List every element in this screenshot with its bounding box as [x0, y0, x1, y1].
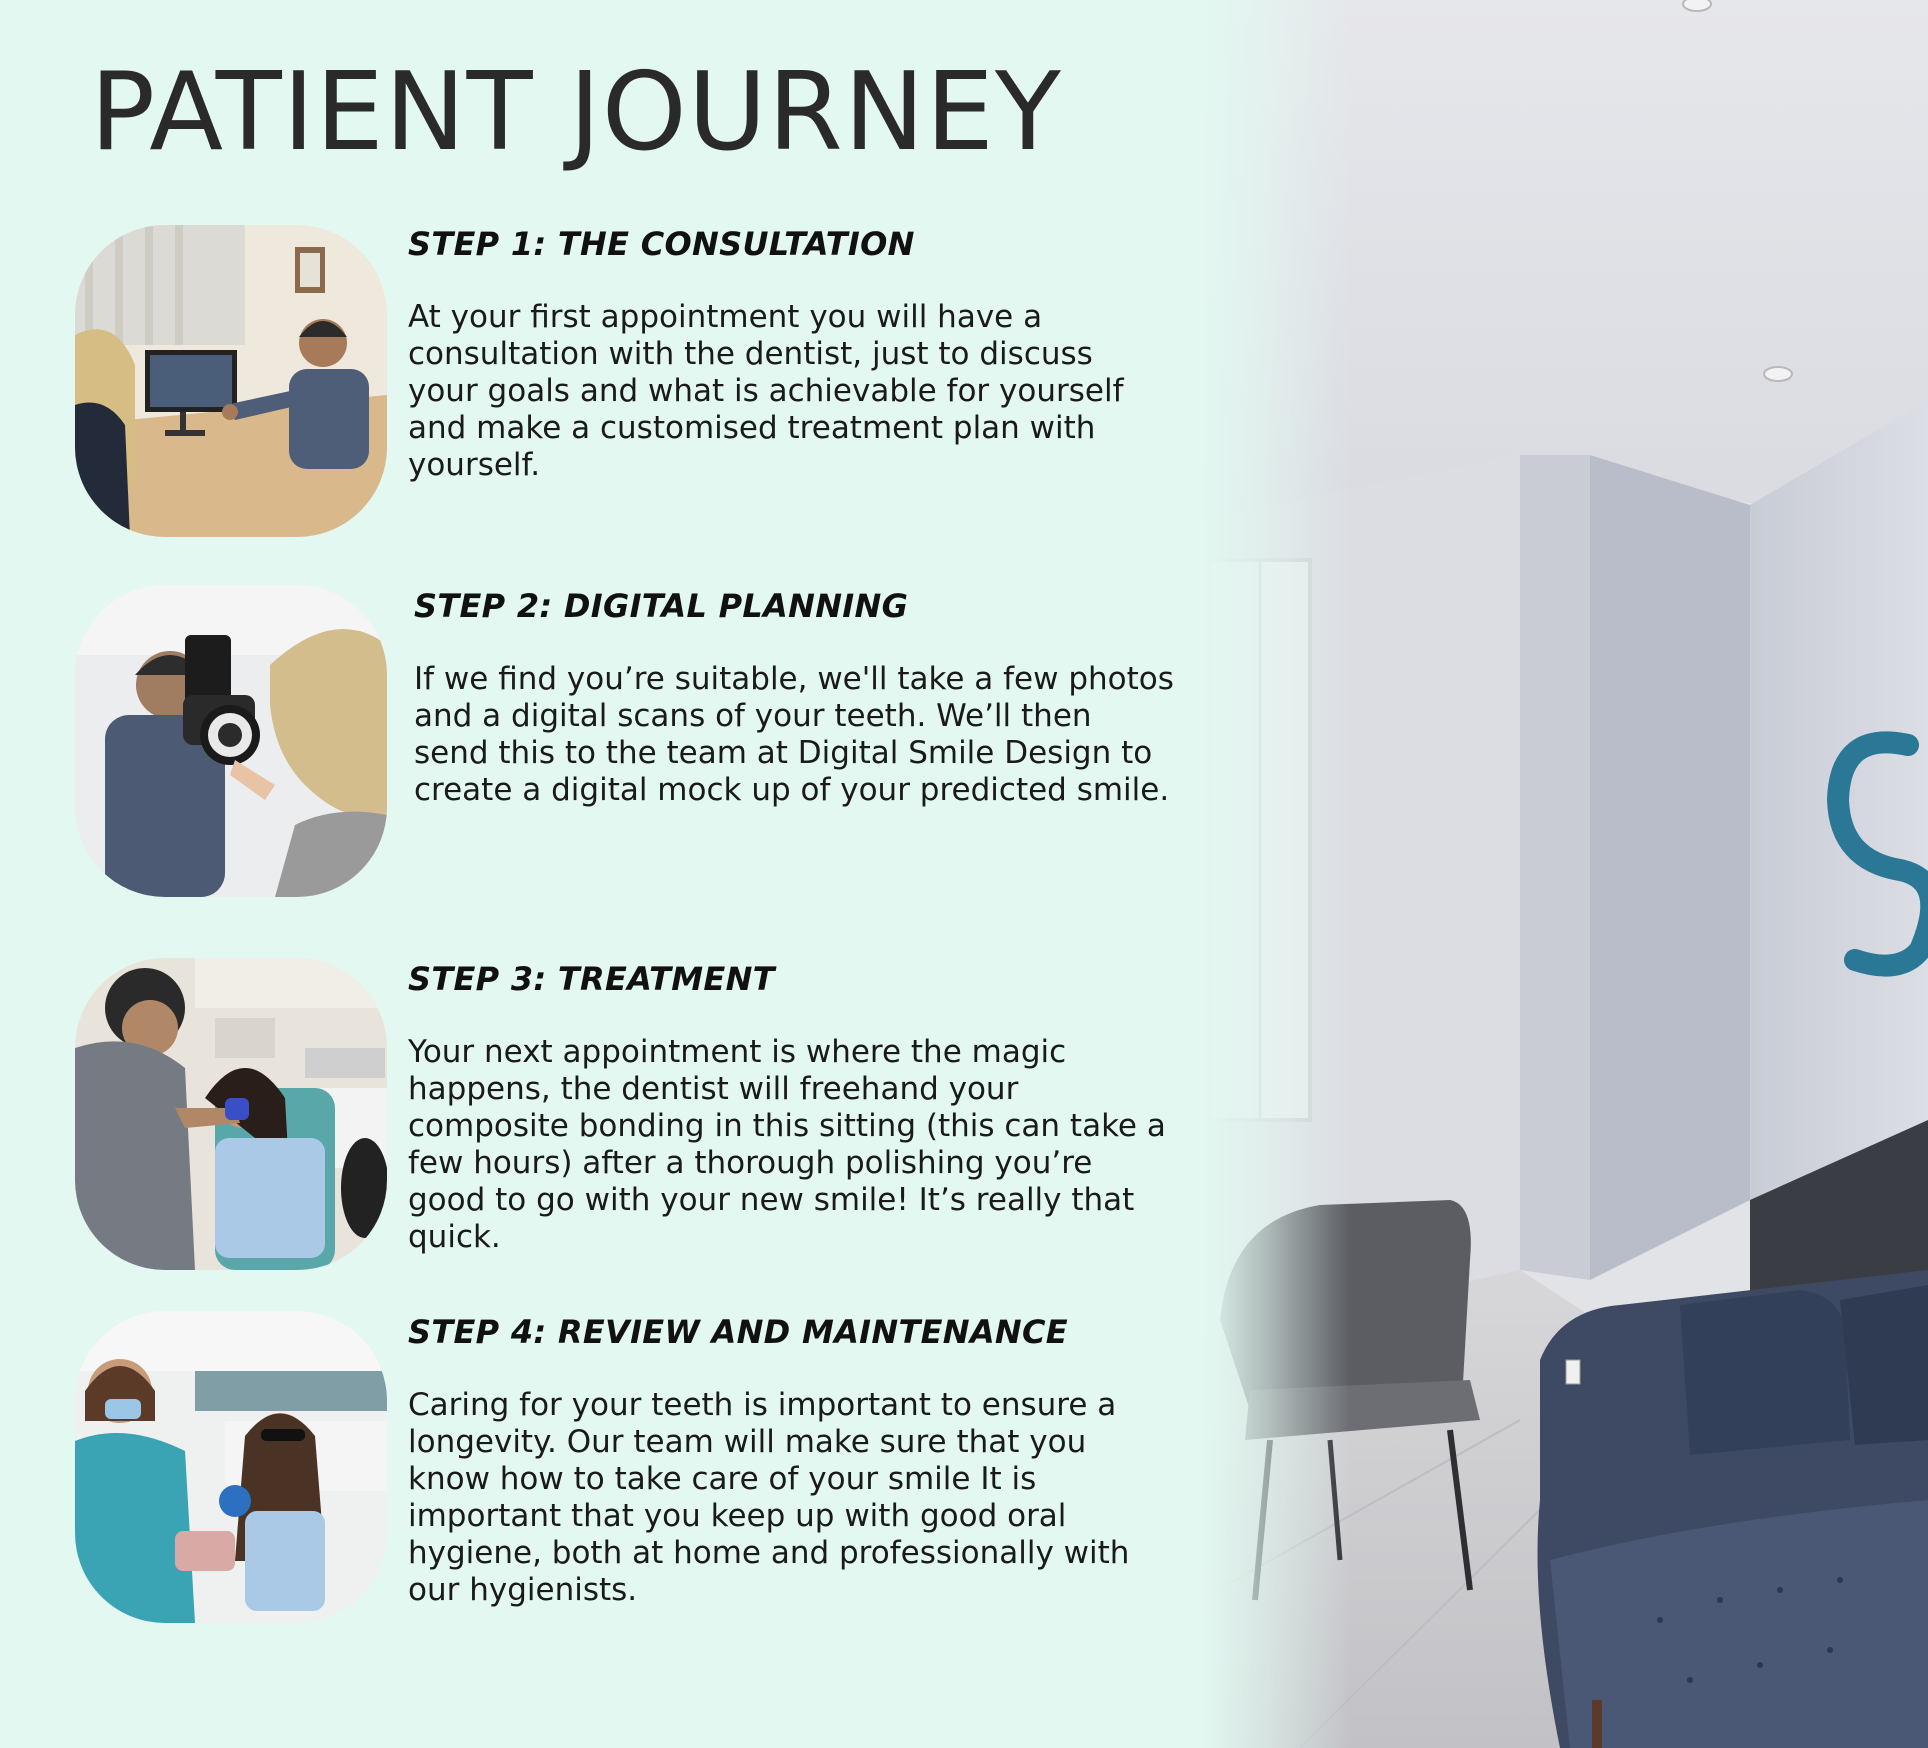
step-description: At your first appointment you will have a consultation with the dentist, just to discuss your goals and what is achievable for yourself and make a customised treatment plan with yourself. — [408, 299, 1124, 483]
photo-fade-overlay — [1200, 0, 1350, 1748]
step-description: Caring for your teeth is important to ensure a longevity. Our team will make sure that you know how to take care of your smile It is important that you keep up with good oral hygiene, both at home and professionally with our hygienists. — [408, 1387, 1130, 1608]
step-4 — [0, 1311, 1200, 1631]
step-title: STEP 3: TREATMENT — [408, 960, 775, 998]
consultation-photo — [75, 225, 387, 537]
page-title: PATIENT JOURNEY — [90, 50, 1062, 175]
digital-planning-photo — [75, 585, 387, 897]
review-maintenance-photo — [75, 1311, 387, 1623]
step-title: STEP 1: THE CONSULTATION — [408, 225, 915, 263]
step-2 — [0, 585, 1200, 905]
step-description: Your next appointment is where the magic happens, the dentist will freehand your composite bonding in this sitting (this can take a few hours) after a thorough polishing you’re good to go with your new smile! It’s really that quick. — [408, 1034, 1166, 1255]
step-3 — [0, 958, 1200, 1278]
step-1 — [0, 225, 1200, 545]
step-description: If we find you’re suitable, we'll take a few photos and a digital scans of your teeth. We’ll then send this to the team at Digital Smile Design to create a digital mock up of your predicted smile. — [414, 661, 1174, 808]
step-title: STEP 2: DIGITAL PLANNING — [414, 587, 909, 625]
treatment-photo — [75, 958, 387, 1270]
step-title: STEP 4: REVIEW AND MAINTENANCE — [408, 1313, 1068, 1351]
